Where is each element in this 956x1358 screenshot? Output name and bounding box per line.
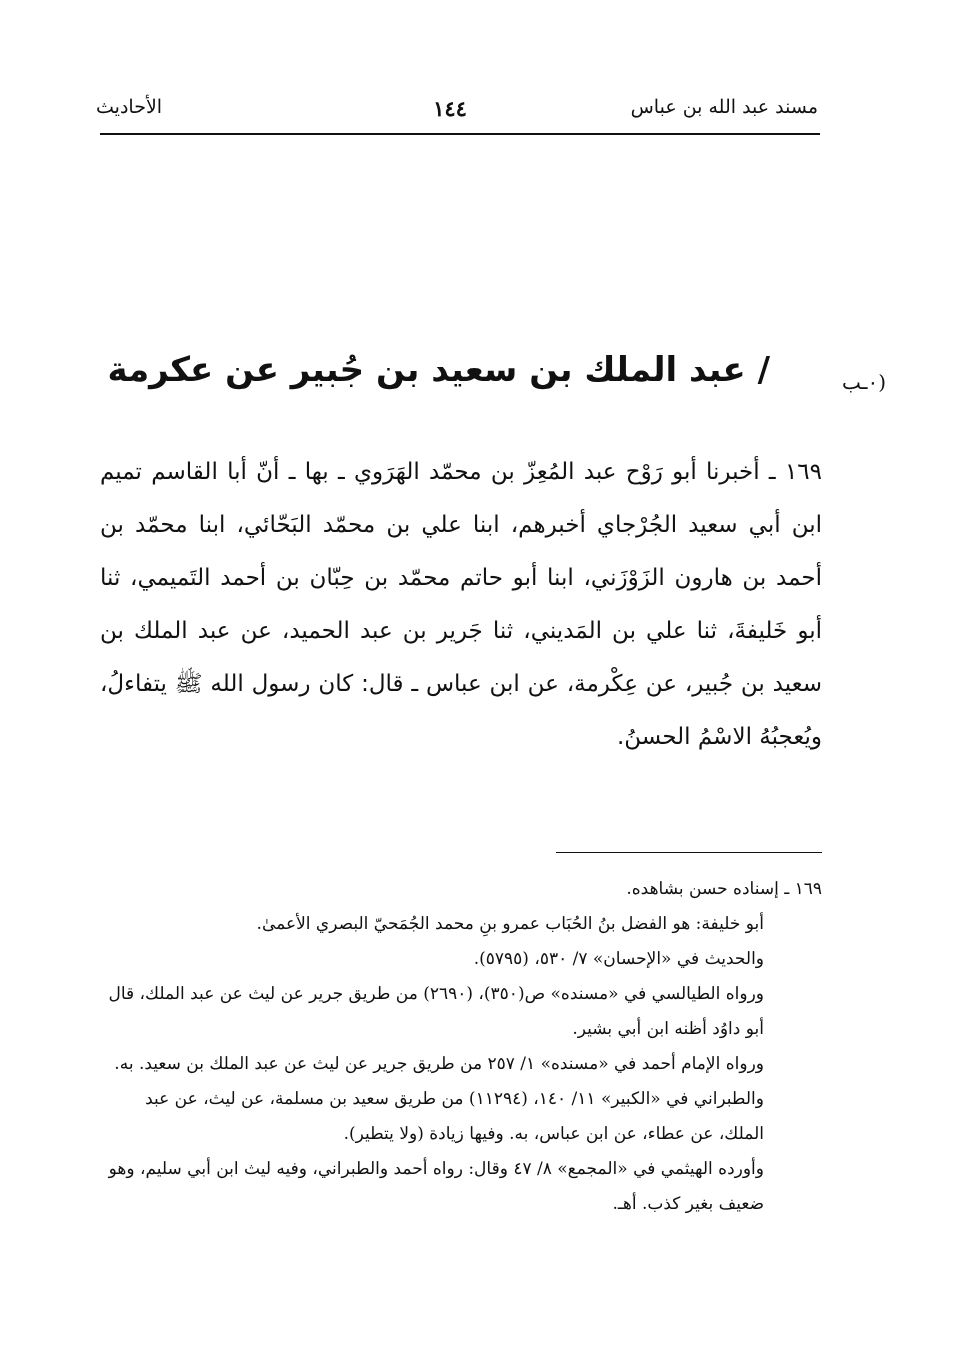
page-number: ١٤٤: [433, 96, 467, 121]
chapter-title: / عبد الملك بن سعيد بن جُبير عن عكرمة: [107, 350, 770, 390]
footnote-line: وأورده الهيثمي في «المجمع» ٨/ ٤٧ وقال: رواه أحمد والطبراني، وفيه ليث ابن أبي سليم، وهو ضعيف بغير كذب. أهـ.: [108, 1159, 764, 1214]
running-header-book-title: مسند عبد الله بن عباس: [630, 96, 818, 118]
margin-note: ٠ـب): [842, 370, 887, 394]
footnote-line: ١٦٩ ـ إسناده حسن بشاهده.: [626, 879, 822, 899]
hadith-text: ١٦٩ ـ أخبرنا أبو رَوْح عبد المُعِزّ بن محمّد الهَرَوي ـ بها ـ أنّ أبا القاسم تميم ابن أبي سعيد الجُرْجاي أخبرهم، ابنا علي بن محمّد البَحّائي، ابنا محمّد بن أحمد بن هارون الزَوْزَني، ابنا أبو حاتم محمّد بن حِبّان بن أحمد التَميمي، ثنا أبو خَليفةَ، ثنا علي بن المَديني، ثنا جَرير بن عبد الحميد، عن عبد الملك بن سعيد بن جُبير، عن عِكْرمة، عن ابن عباس ـ قال: كان رسول الله ﷺ يتفاءلُ، ويُعجبُهُ الاسْمُ الحسنُ.: [100, 459, 822, 750]
running-header-section: الأحاديث: [96, 96, 163, 118]
footnote-line: والحديث في «الإحسان» ٧/ ٥٣٠، (٥٧٩٥).: [473, 949, 764, 969]
footnote-line: أبو خليفة: هو الفضل بنُ الحُبَاب عمرو بنِ محمد الجُمَحيّ البصري الأعمىٰ.: [256, 914, 764, 934]
footnotes: [104, 872, 822, 1222]
footnote-rule: [556, 852, 822, 853]
header-rule: [100, 133, 820, 135]
footnote-line: والطبراني في «الكبير» ١١/ ١٤٠، (١١٢٩٤) من طريق سعيد بن مسلمة، عن ليث، عن عبد الملك، عن عطاء، عن ابن عباس، به. وفيها زيادة (ولا يتطير).: [145, 1089, 764, 1144]
footnote-line: ورواه الطيالسي في «مسنده» ص(٣٥٠)، (٢٦٩٠) من طريق جرير عن ليث عن عبد الملك، قال أبو داوُد أظنه ابن أبي بشير.: [108, 984, 764, 1039]
footnote-line: ورواه الإمام أحمد في «مسنده» ١/ ٢٥٧ من طريق جرير عن ليث عن عبد الملك بن سعيد. به.: [114, 1054, 764, 1074]
